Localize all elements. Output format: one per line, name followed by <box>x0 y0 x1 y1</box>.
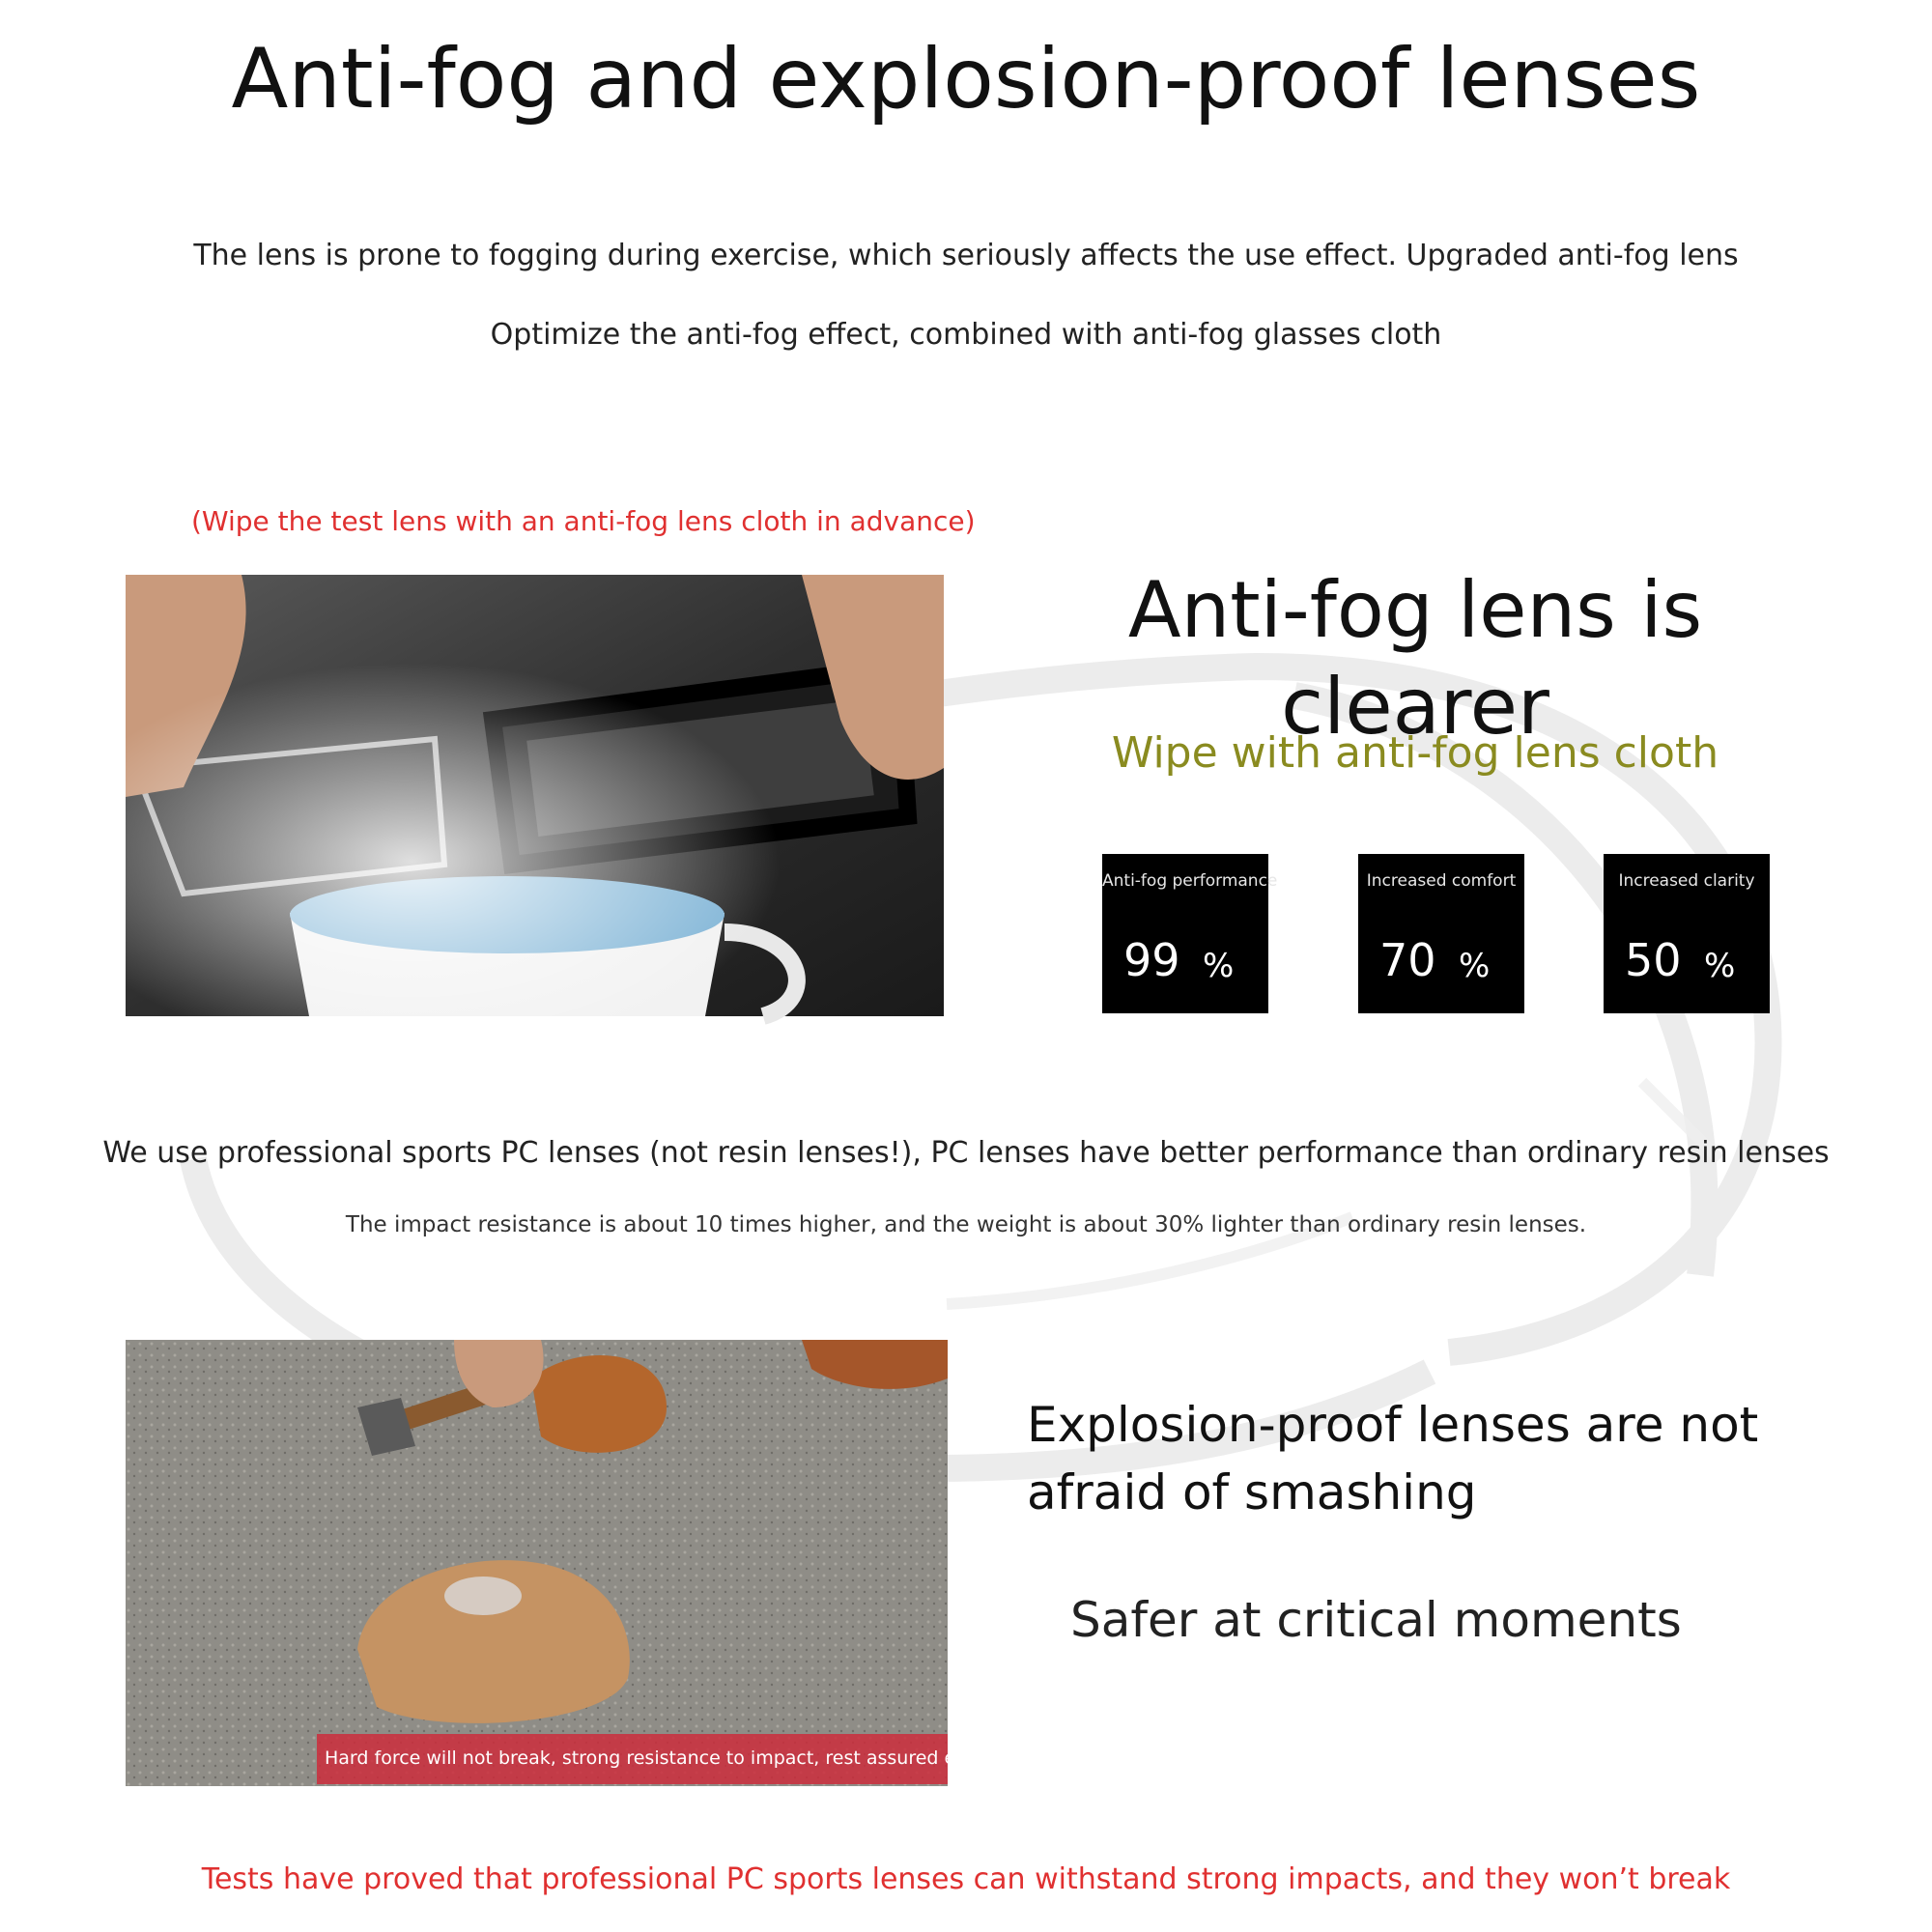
stat-value: 99 <box>1123 934 1180 986</box>
antifog-subheading: Wipe with anti-fog lens cloth <box>1111 728 1719 778</box>
pc-lens-detail: The impact resistance is about 10 times higher, and the weight is about 30% lighter than ordinary resin lenses. <box>345 1212 1587 1237</box>
stat-box-increased-clarity <box>1604 854 1770 1013</box>
stat-unit: % <box>1704 947 1736 985</box>
explosion-proof-heading <box>1027 1391 1829 1526</box>
stat-box-antifog-performance <box>1102 854 1278 1013</box>
stat-unit: % <box>1203 947 1235 985</box>
pc-lens-statement: We use professional sports PC lenses (not resin lenses!), PC lenses have better performance than ordinary resin lenses <box>102 1136 1830 1170</box>
stat-box-increased-comfort <box>1358 854 1524 1013</box>
stat-value: 70 <box>1379 934 1436 986</box>
tests-proved-statement: Tests have proved that professional PC sports lenses can withstand strong impacts, and they won’t break <box>201 1862 1731 1896</box>
wipe-test-note: (Wipe the test lens with an anti-fog lens cloth in advance) <box>191 505 976 537</box>
stat-label: Anti-fog performance <box>1102 871 1278 891</box>
stat-value: 50 <box>1625 934 1682 986</box>
page-title: Anti-fog and explosion-proof lenses <box>231 31 1701 128</box>
stat-label: Increased clarity <box>1618 871 1755 891</box>
smash-test-photo <box>126 1340 1020 1786</box>
smash-caption: Hard force will not break, strong resistance to impact, rest assured exercise <box>325 1747 1020 1769</box>
intro-line-2: Optimize the anti-fog effect, combined with anti-fog glasses cloth <box>490 318 1442 352</box>
stat-label: Increased comfort <box>1366 871 1517 891</box>
safer-at-critical-moments: Safer at critical moments <box>1070 1592 1682 1648</box>
explosion-heading-line-2: afraid of smashing <box>1027 1464 1477 1520</box>
antifog-test-photo <box>126 575 944 1016</box>
explosion-heading-line-1: Explosion-proof lenses are not <box>1027 1397 1759 1453</box>
antifog-heading: Anti-fog lens is clearer <box>1127 565 1703 752</box>
stat-unit: % <box>1459 947 1491 985</box>
smash-caption-bar <box>317 1734 1020 1784</box>
intro-line-1: The lens is prone to fogging during exercise, which seriously affects the use effect. Upgraded anti-fog lens <box>193 239 1739 272</box>
